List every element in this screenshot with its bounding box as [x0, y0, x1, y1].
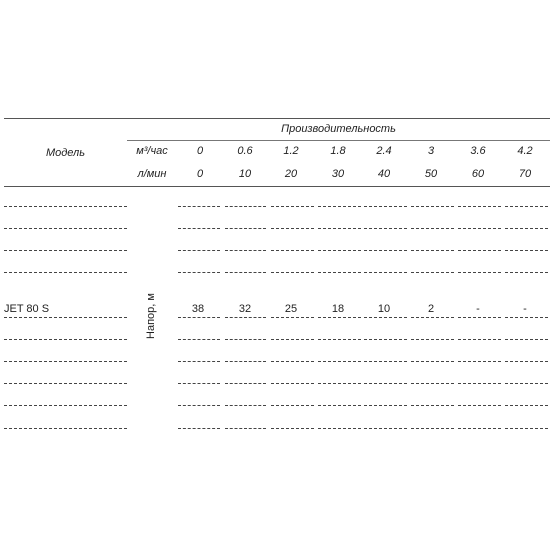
model-name: JET 80 S	[4, 303, 50, 315]
row-separator	[178, 339, 220, 340]
row-separator	[271, 361, 314, 362]
row-separator	[225, 206, 266, 207]
m3-value: 1.2	[283, 145, 299, 157]
row-separator	[225, 317, 266, 318]
row-separator	[505, 361, 548, 362]
row-separator	[178, 206, 220, 207]
row-separator	[4, 383, 127, 384]
head-value: 10	[377, 303, 391, 315]
row-separator	[318, 206, 361, 207]
row-separator	[458, 272, 501, 273]
row-separator	[271, 339, 314, 340]
row-separator	[411, 383, 454, 384]
lmin-value: 20	[284, 168, 298, 180]
row-separator	[178, 317, 220, 318]
row-separator	[225, 405, 266, 406]
row-separator	[318, 250, 361, 251]
row-separator	[411, 361, 454, 362]
row-separator	[364, 228, 407, 229]
row-separator	[458, 405, 501, 406]
row-separator	[458, 317, 501, 318]
row-separator	[364, 428, 407, 429]
row-separator	[505, 339, 548, 340]
row-separator	[4, 272, 127, 273]
m3-value: 0.6	[237, 145, 253, 157]
head-value: 25	[284, 303, 298, 315]
row-separator	[458, 361, 501, 362]
row-separator	[458, 339, 501, 340]
row-separator	[4, 428, 127, 429]
row-separator	[271, 428, 314, 429]
row-separator	[178, 428, 220, 429]
row-separator	[271, 250, 314, 251]
head-axis-label: Напор, м	[145, 293, 157, 339]
row-separator	[318, 317, 361, 318]
head-value: 38	[191, 303, 205, 315]
row-separator	[271, 317, 314, 318]
row-separator	[364, 383, 407, 384]
row-separator	[178, 405, 220, 406]
row-separator	[225, 383, 266, 384]
row-separator	[178, 228, 220, 229]
row-separator	[364, 272, 407, 273]
row-separator	[505, 250, 548, 251]
row-separator	[318, 228, 361, 229]
row-separator	[178, 272, 220, 273]
head-value: -	[476, 303, 480, 315]
row-separator	[411, 250, 454, 251]
row-separator	[225, 250, 266, 251]
m3-value: 3	[427, 145, 435, 157]
row-separator	[318, 272, 361, 273]
row-separator	[364, 317, 407, 318]
row-separator	[364, 206, 407, 207]
m3-value: 3.6	[470, 145, 486, 157]
head-value: 2	[427, 303, 435, 315]
row-separator	[271, 272, 314, 273]
lmin-value: 0	[196, 168, 204, 180]
row-separator	[178, 250, 220, 251]
row-separator	[411, 206, 454, 207]
row-separator	[505, 228, 548, 229]
row-separator	[271, 228, 314, 229]
row-separator	[225, 339, 266, 340]
head-value: 32	[238, 303, 252, 315]
m3-value: 0	[196, 145, 204, 157]
lmin-value: 60	[471, 168, 485, 180]
row-separator	[505, 272, 548, 273]
head-value: -	[523, 303, 527, 315]
lmin-value: 50	[424, 168, 438, 180]
row-separator	[458, 428, 501, 429]
row-separator	[225, 361, 266, 362]
lmin-value: 70	[518, 168, 532, 180]
row-separator	[225, 272, 266, 273]
row-separator	[271, 405, 314, 406]
row-separator	[458, 383, 501, 384]
row-separator	[411, 405, 454, 406]
row-separator	[411, 317, 454, 318]
row-separator	[505, 428, 548, 429]
row-separator	[318, 361, 361, 362]
row-separator	[505, 405, 548, 406]
lmin-value: 10	[238, 168, 252, 180]
row-separator	[4, 361, 127, 362]
row-separator	[364, 405, 407, 406]
m3-value: 1.8	[330, 145, 346, 157]
row-separator	[4, 228, 127, 229]
row-separator	[178, 383, 220, 384]
row-separator	[4, 206, 127, 207]
row-separator	[4, 317, 127, 318]
row-separator	[178, 361, 220, 362]
row-separator	[505, 206, 548, 207]
header-bottom-rule	[4, 186, 550, 187]
row-separator	[364, 250, 407, 251]
row-separator	[364, 361, 407, 362]
row-separator	[411, 428, 454, 429]
row-separator	[318, 428, 361, 429]
row-separator	[458, 250, 501, 251]
row-separator	[505, 317, 548, 318]
lmin-value: 40	[377, 168, 391, 180]
row-separator	[4, 405, 127, 406]
row-separator	[318, 339, 361, 340]
row-separator	[505, 383, 548, 384]
row-separator	[458, 206, 501, 207]
header-divider	[127, 140, 550, 141]
m3-value: 4.2	[517, 145, 533, 157]
row-separator	[318, 405, 361, 406]
row-separator	[411, 228, 454, 229]
row-separator	[225, 228, 266, 229]
table-top-rule	[4, 118, 550, 119]
model-header: Модель	[45, 147, 86, 159]
unit-lmin-label: л/мин	[137, 168, 167, 180]
row-separator	[458, 228, 501, 229]
lmin-value: 30	[331, 168, 345, 180]
row-separator	[411, 339, 454, 340]
unit-m3-label: м³/час	[136, 145, 168, 157]
row-separator	[4, 339, 127, 340]
row-separator	[318, 383, 361, 384]
head-value: 18	[331, 303, 345, 315]
row-separator	[4, 250, 127, 251]
row-separator	[271, 206, 314, 207]
capacity-header: Производительность	[281, 123, 396, 135]
row-separator	[225, 428, 266, 429]
m3-value: 2.4	[376, 145, 392, 157]
row-separator	[271, 383, 314, 384]
row-separator	[411, 272, 454, 273]
row-separator	[364, 339, 407, 340]
